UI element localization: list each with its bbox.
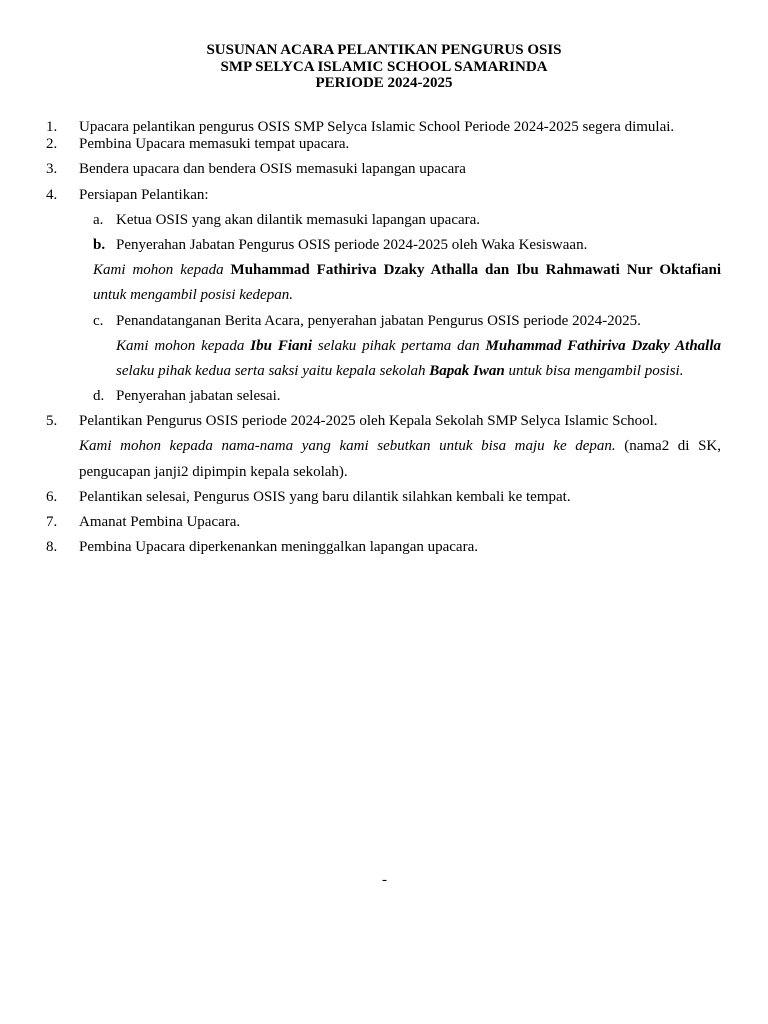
subitem-letter-c: c. — [93, 313, 104, 329]
item-number-6: 6. — [46, 489, 58, 505]
note-c-mid-1: selaku pihak pertama dan — [317, 338, 480, 354]
note-b-names: Muhammad Fathiriva Dzaky Athalla dan Ibu Rahmawati Nur Oktafiani — [230, 262, 722, 278]
note-c-name-1: Ibu Fiani — [250, 338, 313, 354]
item-number-4: 4. — [46, 187, 58, 203]
item-number-1: 1. — [46, 119, 58, 135]
note-5-line-1 — [79, 437, 721, 455]
subitem-text-b: Penyerahan Jabatan Pengurus OSIS periode 2024-2025 oleh Waka Kesiswaan. — [116, 237, 588, 253]
note-b-post: untuk mengambil posisi kedepan. — [93, 287, 293, 303]
item-text-6: Pelantikan selesai, Pengurus OSIS yang baru dilantik silahkan kembali ke tempat. — [79, 489, 571, 505]
document-title — [0, 42, 768, 92]
title-line-1: SUSUNAN ACARA PELANTIKAN PENGURUS OSIS — [206, 42, 562, 58]
title-line-3: PERIODE 2024-2025 — [315, 75, 453, 91]
subitem-letter-d: d. — [93, 388, 105, 404]
note-c-line-1 — [116, 337, 721, 355]
footer-dash: - — [382, 872, 387, 888]
subitem-text-a: Ketua OSIS yang akan dilantik memasuki lapangan upacara. — [116, 212, 481, 228]
item-number-5: 5. — [46, 413, 58, 429]
item-text-7: Amanat Pembina Upacara. — [79, 514, 241, 530]
subitem-letter-a: a. — [93, 212, 104, 228]
subitem-text-c: Penandatanganan Berita Acara, penyerahan jabatan Pengurus OSIS periode 2024-2025. — [116, 313, 641, 329]
subitem-text-d: Penyerahan jabatan selesai. — [116, 388, 281, 404]
note-5-italic: Kami mohon kepada nama-nama yang kami sebutkan untuk bisa maju ke depan. — [79, 438, 616, 454]
note-c-post: untuk bisa mengambil posisi. — [508, 363, 684, 379]
note-b-pre: Kami mohon kepada — [93, 262, 224, 278]
item-number-2: 2. — [46, 136, 58, 152]
item-number-3: 3. — [46, 161, 58, 177]
note-5-normal-1: (nama2 di SK, — [624, 438, 721, 454]
item-text-8: Pembina Upacara diperkenankan meninggalkan lapangan upacara. — [79, 539, 478, 555]
note-c-mid-2: selaku pihak kedua serta saksi yaitu kepala sekolah — [116, 363, 426, 379]
note-c-pre: Kami mohon kepada — [116, 338, 245, 354]
title-line-2: SMP SELYCA ISLAMIC SCHOOL SAMARINDA — [220, 58, 548, 75]
note-c-name-3: Bapak Iwan — [429, 363, 505, 379]
note-b-line-2 — [93, 286, 293, 304]
item-number-7: 7. — [46, 514, 58, 530]
item-number-8: 8. — [46, 539, 58, 555]
item-text-5: Pelantikan Pengurus OSIS periode 2024-2025 oleh Kepala Sekolah SMP Selyca Islamic School. — [79, 413, 658, 429]
item-text-4: Persiapan Pelantikan: — [79, 187, 209, 203]
note-5-line-2: pengucapan janji2 dipimpin kepala sekolah). — [79, 464, 348, 480]
note-c-name-2: Muhammad Fathiriva Dzaky Athalla — [485, 338, 721, 354]
note-c-line-2 — [116, 362, 683, 380]
item-text-2: Pembina Upacara memasuki tempat upacara. — [79, 136, 350, 152]
note-b-line-1 — [93, 261, 721, 279]
subitem-letter-b: b. — [93, 237, 106, 253]
item-text-1: Upacara pelantikan pengurus OSIS SMP Selyca Islamic School Periode 2024-2025 segera dimulai. — [79, 119, 675, 135]
item-text-3: Bendera upacara dan bendera OSIS memasuki lapangan upacara — [79, 161, 466, 177]
